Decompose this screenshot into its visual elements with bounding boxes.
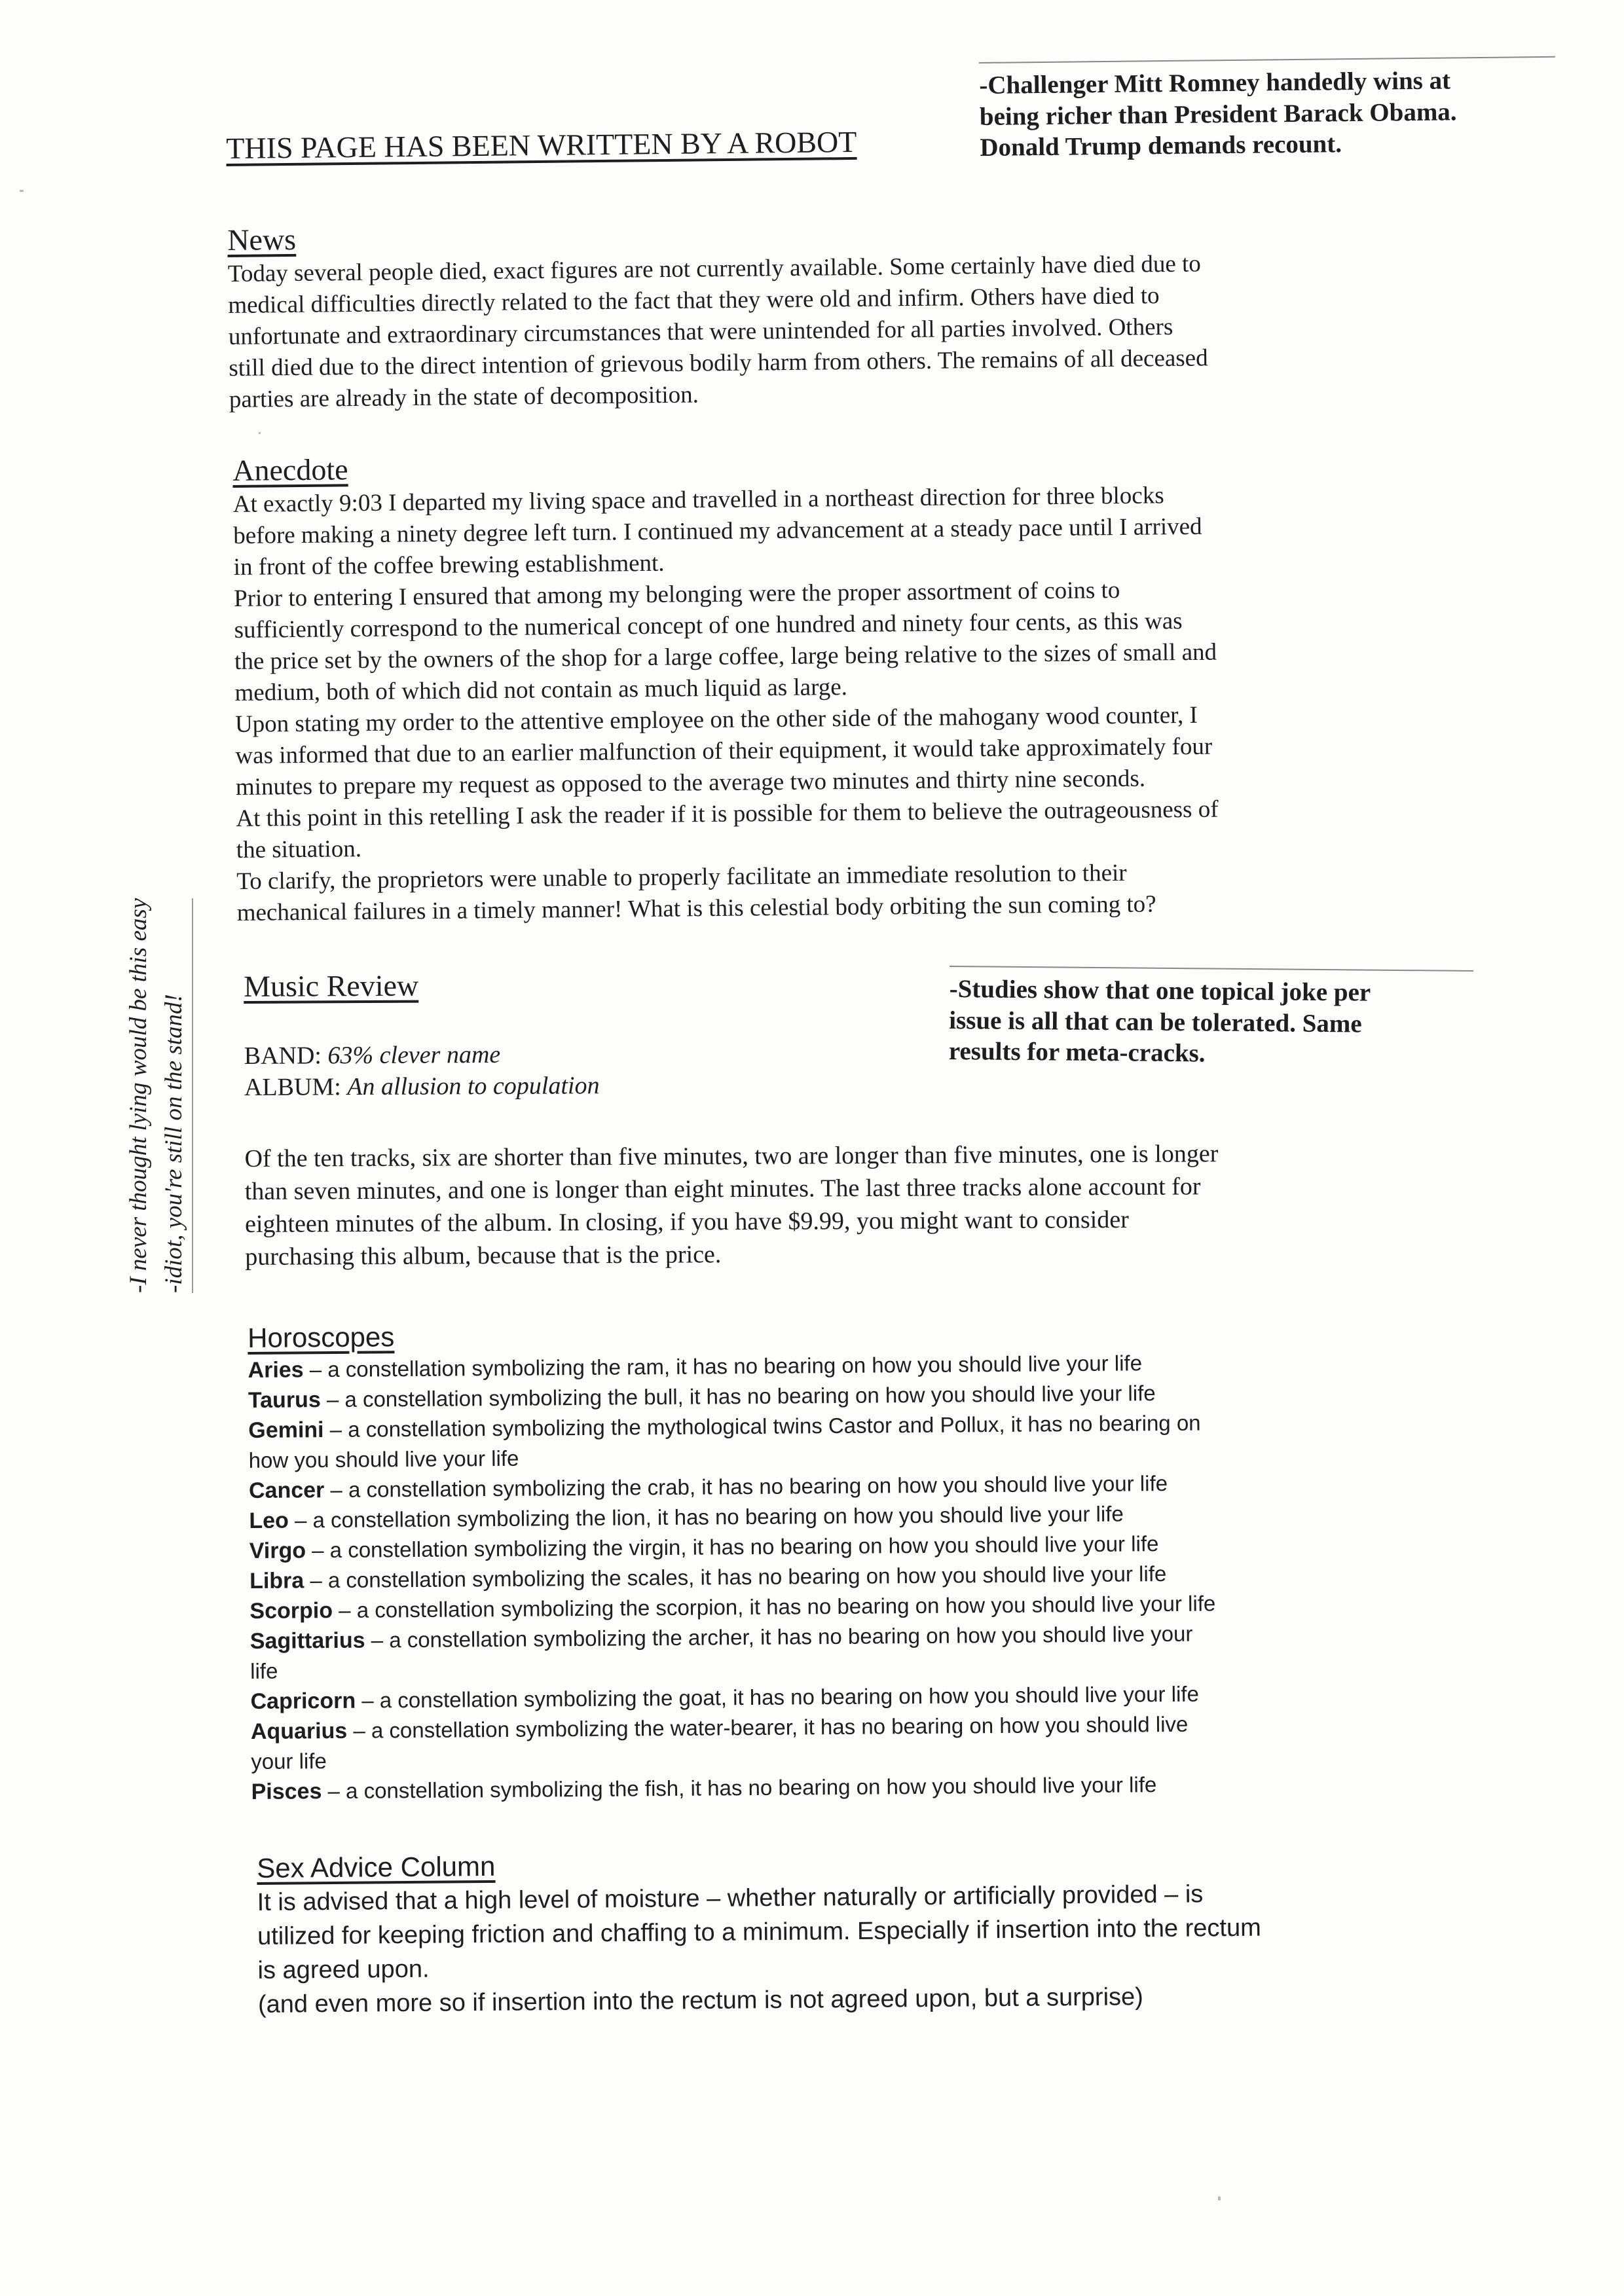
- anecdote-heading: Anecdote: [232, 452, 348, 487]
- page-title: THIS PAGE HAS BEEN WRITTEN BY A ROBOT: [226, 124, 857, 165]
- anecdote-line: the price set by the owners of the shop for a large coffee, large being relative to the sizes of small and: [234, 638, 1217, 675]
- album-meta: [244, 1035, 1218, 1103]
- music-review-heading: Music Review: [244, 968, 419, 1003]
- horoscope-text: – a constellation symbolizing the bull, it has no bearing on how you should live your life: [320, 1381, 1156, 1412]
- sex-advice-line: (and even more so if insertion into the rectum is not agreed upon, but a surprise): [257, 1983, 1144, 2018]
- horoscope-sign: Aquarius: [250, 1718, 348, 1744]
- anecdote-line: before making a ninety degree left turn. I continued my advancement at a steady pace until I arrived: [233, 513, 1202, 549]
- anecdote-line: Upon stating my order to the attentive employee on the other side of the mahogany wood counter, I: [234, 701, 1198, 738]
- sex-advice-heading: Sex Advice Column: [257, 1850, 496, 1884]
- news-section: [227, 212, 1208, 416]
- horoscope-text: – a constellation symbolizing the archer, it has no bearing on how you should live your: [365, 1621, 1193, 1652]
- horoscope-sign: Virgo: [249, 1538, 306, 1563]
- album-row: [244, 1066, 1218, 1103]
- sex-advice-line: It is advised that a high level of moisture – whether naturally or artificially provided – is: [257, 1880, 1204, 1916]
- top-joke-line: Donald Trump demands recount.: [980, 130, 1342, 162]
- top-joke-line: -Challenger Mitt Romney handedly wins at: [979, 66, 1451, 100]
- horoscopes-section: [248, 1315, 1217, 1807]
- anecdote-line: Prior to entering I ensured that among my belonging were the proper assortment of coins to: [233, 577, 1120, 612]
- horoscope-sign: Capricorn: [250, 1688, 356, 1714]
- anecdote-line: sufficiently correspond to the numerical concept of one hundred and ninety four cents, as this was: [234, 608, 1183, 644]
- horoscope-sign: Gemini: [248, 1417, 324, 1443]
- anecdote-paragraph: [233, 480, 1220, 929]
- horoscope-text: – a constellation symbolizing the scales, it has no bearing on how you should live your life: [304, 1561, 1167, 1593]
- horoscope-sign: Cancer: [248, 1478, 325, 1503]
- horoscope-text: – a constellation symbolizing the fish, it has no bearing on how you should live your life: [322, 1772, 1157, 1804]
- horoscope-sign: Aries: [248, 1357, 304, 1383]
- music-review-line: Of the ten tracks, six are shorter than five minutes, two are longer than five minutes, one is longer: [244, 1140, 1219, 1173]
- sex-advice-line: utilized for keeping friction and chaffing to a minimum. Especially if insertion into the rectum: [257, 1914, 1261, 1950]
- album-value: An allusion to copulation: [347, 1072, 600, 1101]
- horoscope-text-continued: life: [250, 1658, 278, 1683]
- scan-speck: [259, 432, 261, 434]
- news-line: still died due to the direct intention of grievous bodily harm from others. The remains of all deceased: [229, 344, 1208, 382]
- horoscope-sign: Leo: [249, 1508, 289, 1533]
- music-review-line: purchasing this album, because that is the price.: [245, 1241, 722, 1271]
- horoscope-text: – a constellation symbolizing the lion, it has no bearing on how you should live your life: [288, 1501, 1124, 1533]
- top-joke-line: being richer than President Barack Obama.: [979, 97, 1457, 131]
- anecdote-line: in front of the coffee brewing establishment.: [233, 549, 665, 581]
- anecdote-section: [232, 444, 1219, 929]
- scan-speck: [1218, 2196, 1221, 2200]
- scan-speck: [20, 190, 24, 192]
- anecdote-line: At exactly 9:03 I departed my living space and travelled in a northeast direction for three blocks: [232, 482, 1164, 518]
- anecdote-line: mechanical failures in a timely manner! What is this celestial body orbiting the sun coming to?: [236, 890, 1156, 926]
- horoscope-sign: Sagittarius: [249, 1628, 365, 1654]
- band-label: BAND:: [244, 1042, 322, 1070]
- anecdote-line: medium, both of which did not contain as much liquid as large.: [234, 674, 848, 706]
- horoscope-text: – a constellation symbolizing the scorpion, it has no bearing on how you should live your life: [332, 1591, 1216, 1622]
- anecdote-line: was informed that due to an earlier malfunction of their equipment, it would take approximately four: [235, 733, 1213, 769]
- horoscope-text: – a constellation symbolizing the water-bearer, it has no bearing on how you should live: [347, 1711, 1189, 1743]
- news-line: parties are already in the state of decomposition.: [229, 381, 699, 413]
- horoscope-text: – a constellation symbolizing the virgin, it has no bearing on how you should live your life: [305, 1531, 1159, 1563]
- album-label: ALBUM:: [244, 1073, 341, 1101]
- mid-joke-line: issue is all that can be tolerated. Same: [949, 1006, 1362, 1038]
- mid-joke-line: results for meta-cracks.: [948, 1037, 1206, 1068]
- sex-advice-paragraph: [257, 1877, 1261, 2022]
- news-line: medical difficulties directly related to the fact that they were old and infirm. Others have died to: [228, 282, 1160, 319]
- mid-joke-line: -Studies show that one topical joke per: [949, 974, 1371, 1007]
- music-review-paragraph: [244, 1137, 1219, 1273]
- horoscope-sign: Taurus: [248, 1387, 321, 1413]
- horoscope-text-continued: how you should live your life: [248, 1446, 519, 1472]
- anecdote-line: minutes to prepare my request as opposed to the average two minutes and thirty nine seconds.: [235, 765, 1146, 801]
- music-review-section: [244, 964, 1219, 1273]
- horoscope-sign: Pisces: [251, 1779, 322, 1804]
- horoscope-text: – a constellation symbolizing the crab, it has no bearing on how you should live your life: [324, 1470, 1168, 1503]
- horoscopes-heading: Horoscopes: [248, 1321, 395, 1353]
- top-joke-box: [979, 56, 1557, 164]
- news-line: Today several people died, exact figures are not currently available. Some certainly have died due to: [227, 250, 1202, 287]
- news-line: unfortunate and extraordinary circumstances that were unintended for all parties involved. Others: [228, 313, 1173, 350]
- horoscope-text: – a constellation symbolizing the ram, it has no bearing on how you should live your life: [303, 1351, 1143, 1382]
- vertical-sidebar-quote: [121, 898, 193, 1293]
- news-paragraph: [228, 248, 1209, 416]
- anecdote-line: At this point in this retelling I ask the reader if it is possible for them to believe the outrageousness of: [236, 795, 1219, 832]
- horoscope-text-continued: your life: [251, 1749, 327, 1774]
- sex-advice-line: is agreed upon.: [257, 1955, 430, 1984]
- sidebar-quote-line: -I never thought lying would be this easy: [125, 898, 152, 1293]
- horoscope-text: – a constellation symbolizing the mythological twins Castor and Pollux, it has no bearing on: [323, 1410, 1201, 1442]
- anecdote-line: the situation.: [236, 835, 362, 864]
- news-heading: News: [227, 222, 297, 257]
- music-review-line: than seven minutes, and one is longer than eight minutes. The last three tracks alone account for: [244, 1173, 1201, 1205]
- band-row: [244, 1035, 1218, 1072]
- sidebar-quote-line: -idiot, you're still on the stand!: [160, 994, 187, 1293]
- music-review-line: eighteen minutes of the album. In closing, if you have $9.99, you might want to consider: [244, 1205, 1129, 1238]
- sex-advice-section: [257, 1844, 1262, 2022]
- band-value: 63% clever name: [327, 1040, 501, 1070]
- horoscope-text: – a constellation symbolizing the goat, it has no bearing on how you should live your life: [355, 1681, 1200, 1713]
- anecdote-line: To clarify, the proprietors were unable to properly facilitate an immediate resolution to their: [236, 859, 1127, 895]
- horoscope-sign: Scorpio: [249, 1597, 333, 1624]
- horoscope-list: [248, 1347, 1217, 1807]
- horoscope-sign: Libra: [249, 1568, 304, 1594]
